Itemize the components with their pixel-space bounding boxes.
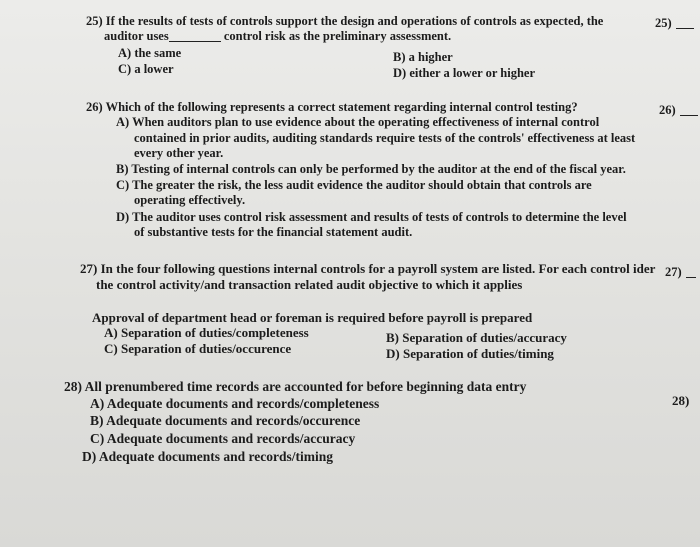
answer-blank-25[interactable]: [655, 16, 694, 31]
answer-line-25[interactable]: [676, 28, 694, 29]
option-27-a[interactable]: A) Separation of duties/completeness: [104, 325, 309, 340]
option-26-d-line2: of substantive tests for the financial statement audit.: [134, 225, 413, 239]
answer-label-26: 26): [659, 103, 676, 117]
question-27-stem-line2: the control activity/and transaction related audit objective to which it applies: [96, 277, 523, 292]
option-26-a-line2: contained in prior audits, auditing standards require tests of the controls' effectiveness at least: [134, 131, 636, 145]
question-27-stem-line1: In the four following questions internal controls for a payroll system are listed. For each control ider: [100, 261, 656, 276]
option-27-b[interactable]: B) Separation of duties/accuracy: [386, 330, 567, 345]
option-26-a-line1: A) When auditors plan to use evidence about the operating effectiveness of internal control: [116, 115, 600, 129]
option-25-c[interactable]: C) a lower: [118, 62, 174, 76]
question-25-stem-line2: [104, 29, 451, 44]
question-26-number: 26): [86, 100, 103, 114]
answer-label-28: 28): [672, 393, 690, 408]
answer-blank-27[interactable]: [665, 265, 696, 280]
option-28-d[interactable]: D) Adequate documents and records/timing: [82, 449, 334, 464]
option-26-c-line2: operating effectively.: [134, 193, 246, 207]
question-27-sub-stem: Approval of department head or foreman is required before payroll is prepared: [92, 310, 533, 325]
question-25-stem: [86, 14, 626, 29]
option-26-d[interactable]: [116, 210, 627, 225]
question-28-number: 28): [64, 379, 82, 394]
option-26-c[interactable]: [116, 178, 592, 193]
option-25-a[interactable]: A) the same: [118, 46, 182, 60]
answer-label-27: 27): [665, 265, 682, 279]
option-25-d[interactable]: D) either a lower or higher: [393, 66, 535, 80]
answer-blank-26[interactable]: [659, 103, 698, 118]
option-28-c[interactable]: C) Adequate documents and records/accuracy: [90, 431, 356, 446]
option-28-b[interactable]: B) Adequate documents and records/occurence: [90, 413, 361, 428]
answer-label-25: 25): [655, 16, 672, 30]
answer-line-26[interactable]: [680, 115, 698, 116]
option-27-d[interactable]: D) Separation of duties/timing: [386, 346, 554, 361]
option-26-a[interactable]: [116, 115, 599, 130]
question-25-stem-line1: If the results of tests of controls support the design and operations of controls as expected, the: [105, 14, 604, 28]
option-28-a[interactable]: A) Adequate documents and records/completeness: [90, 396, 380, 411]
option-25-b[interactable]: B) a higher: [393, 50, 453, 64]
question-27-stem: [80, 261, 655, 276]
question-28-stem-text: All prenumbered time records are accounted for before beginning data entry: [84, 379, 527, 394]
question-28-stem: [64, 379, 526, 394]
option-26-a-line3: every other year.: [134, 146, 224, 160]
answer-line-27[interactable]: [686, 277, 696, 278]
option-26-c-line1: C) The greater the risk, the less audit evidence the auditor should obtain that controls are: [116, 178, 592, 192]
option-27-c[interactable]: C) Separation of duties/occurence: [104, 341, 292, 356]
question-27-number: 27): [80, 261, 98, 276]
option-26-b[interactable]: B) Testing of internal controls can only be performed by the auditor at the end of the fiscal year.: [116, 162, 626, 176]
question-26-stem: [86, 100, 578, 115]
question-25-stem-before-blank: auditor uses: [104, 29, 169, 43]
question-25-fill-blank[interactable]: [169, 41, 221, 42]
question-25-stem-after-blank: control risk as the preliminary assessment.: [223, 29, 452, 43]
question-25-number: 25): [86, 14, 103, 28]
question-26-stem-text: Which of the following represents a correct statement regarding internal control testing?: [105, 100, 578, 114]
answer-blank-28[interactable]: [672, 393, 689, 409]
option-26-d-line1: D) The auditor uses control risk assessment and results of tests of controls to determine the level: [116, 210, 627, 224]
